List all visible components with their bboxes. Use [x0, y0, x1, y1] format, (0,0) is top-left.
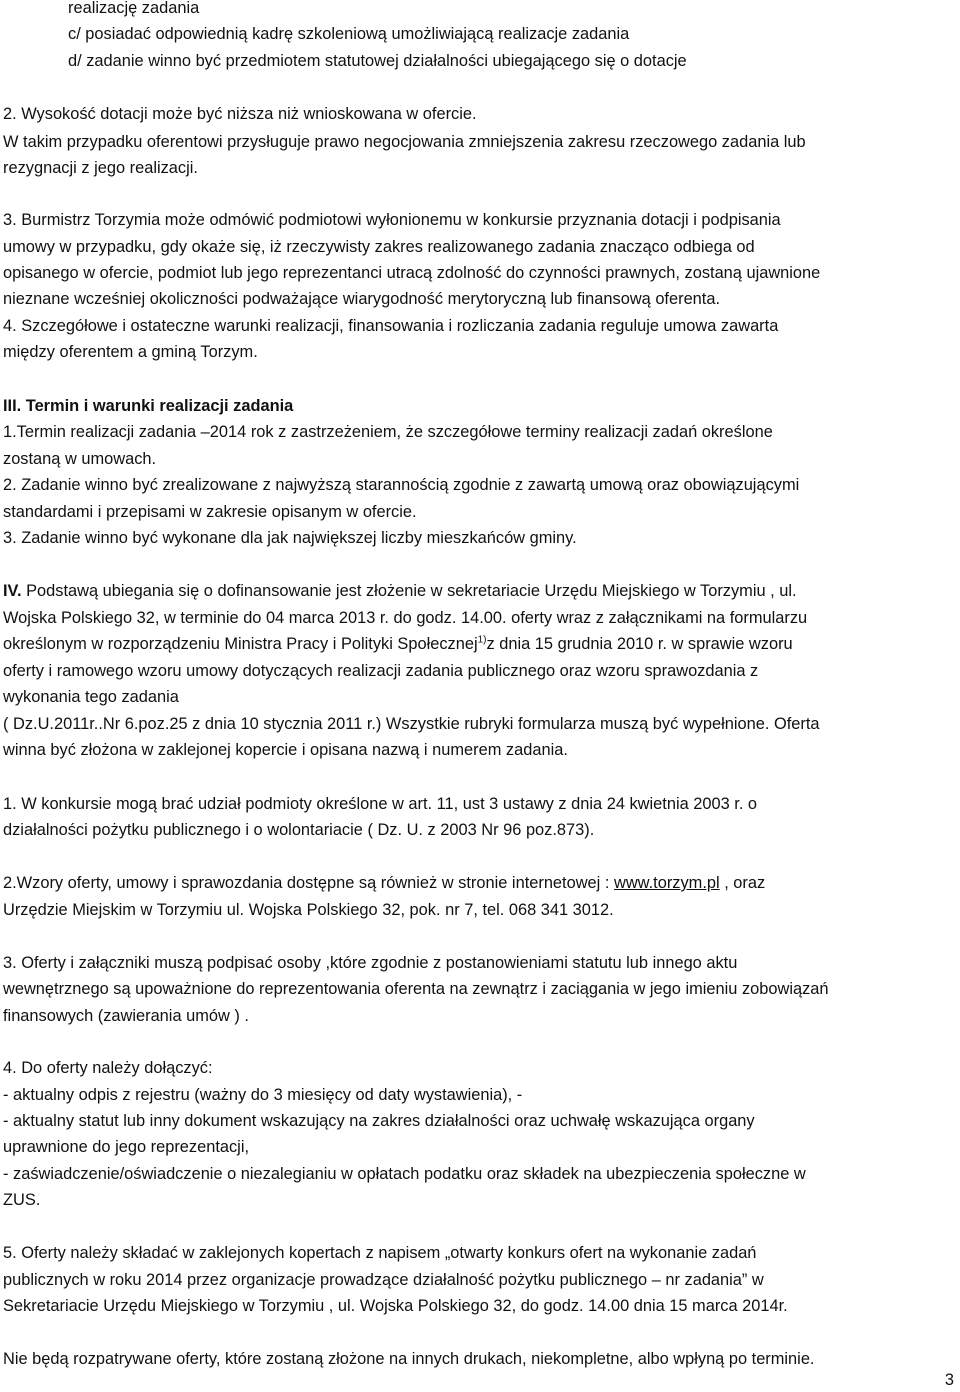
text-line: 2. Zadanie winno być zrealizowane z najwyższą starannością zgodnie z zawartą umową oraz obowiązującymi: [3, 476, 800, 494]
text-line: ( Dz.U.2011r..Nr 6.poz.25 z dnia 10 stycznia 2011 r.) Wszystkie rubryki formularza muszą być wypełnione. Oferta: [3, 715, 820, 733]
text-line: W takim przypadku oferentowi przysługuje prawo negocjowania zmniejszenia zakresu rzeczowego zadania lub: [3, 133, 806, 151]
list-item: - aktualny statut lub inny dokument wskazujący na zakres działalności oraz uchwałę wskazująca organy: [3, 1112, 755, 1130]
text-line: 2.Wzory oferty, umowy i sprawozdania dostępne są również w stronie internetowej : www.torzym.pl , oraz: [3, 874, 766, 892]
text-line: finansowych (zawierania umów ) .: [3, 1007, 249, 1025]
text-line: c/ posiadać odpowiednią kadrę szkoleniową umożliwiającą realizacje zadania: [68, 25, 630, 43]
text-line: oferty i ramowego wzoru umowy dotyczących realizacji zadania publicznego oraz wzoru sprawozdania z: [3, 662, 759, 680]
text-line: publicznych w roku 2014 przez organizacje prowadzące działalność pożytku publicznego – nr zadania” w: [3, 1271, 764, 1289]
text-line: 4. Szczegółowe i ostateczne warunki realizacji, finansowania i rozliczania zadania reguluje umowa zawarta: [3, 317, 779, 335]
text-line: ZUS.: [3, 1191, 41, 1209]
section-heading: IV.: [3, 582, 22, 600]
text-line: d/ zadanie winno być przedmiotem statutowej działalności ubiegającego się o dotacje: [68, 52, 687, 70]
text-line: Wojska Polskiego 32, w terminie do 04 marca 2013 r. do godz. 14.00. oferty wraz z załącznikami na formularzu: [3, 609, 808, 627]
text-line: 1. W konkursie mogą brać udział podmioty określone w art. 11, ust 3 ustawy z dnia 24 kwietnia 2003 r. o: [3, 795, 758, 813]
text-line: 5. Oferty należy składać w zaklejonych kopertach z napisem „otwarty konkurs ofert na wykonanie zadań: [3, 1244, 757, 1262]
text-line: nieznane wcześniej okoliczności podważające wiarygodność merytoryczną lub finansową oferenta.: [3, 290, 721, 308]
text-line: 3. Oferty i załączniki muszą podpisać osoby ,które zgodnie z postanowieniami statutu lub innego aktu: [3, 954, 738, 972]
list-item: - aktualny odpis z rejestru (ważny do 3 miesięcy od daty wystawienia), -: [3, 1086, 523, 1104]
text-line: 3. Burmistrz Torzymia może odmówić podmiotowi wyłonionemu w konkursie przyznania dotacji i podpisania: [3, 211, 781, 229]
text-line: 4. Do oferty należy dołączyć:: [3, 1059, 213, 1077]
text-line: uprawnione do jego reprezentacji,: [3, 1138, 250, 1156]
list-item: - zaświadczenie/oświadczenie o niezalegianiu w opłatach podatku oraz składek na ubezpieczenia społeczne w: [3, 1165, 806, 1183]
text-line: standardami i przepisami w zakresie opisanym w ofercie.: [3, 503, 417, 521]
website-link[interactable]: www.torzym.pl: [613, 874, 720, 892]
text-line: wykonania tego zadania: [3, 688, 179, 706]
text-line: winna być złożona w zaklejonej kopercie i opisana nazwą i numerem zadania.: [3, 741, 568, 759]
section-heading: III. Termin i warunki realizacji zadania: [3, 397, 294, 415]
text-line: Nie będą rozpatrywane oferty, które zostaną złożone na innych drukach, niekompletne, albo wpłyną po terminie.: [3, 1350, 815, 1368]
footnote-marker: 1): [477, 634, 487, 646]
text-line: realizację zadania: [68, 0, 200, 17]
text-line: działalności pożytku publicznego i o wolontariacie ( Dz. U. z 2003 Nr 96 poz.873).: [3, 821, 595, 839]
text-line: rezygnacji z jego realizacji.: [3, 159, 198, 177]
text-line: IV. Podstawą ubiegania się o dofinansowanie jest złożenie w sekretariacie Urzędu Miejskiego w Torzymiu , ul.: [3, 582, 797, 600]
text-line: wewnętrznego są upoważnione do reprezentowania oferenta na zewnątrz i zaciągania w jego imieniu zobowiązań: [3, 980, 829, 998]
text-line: Urzędzie Miejskim w Torzymiu ul. Wojska Polskiego 32, pok. nr 7, tel. 068 341 3012.: [3, 901, 614, 919]
text-line: 2. Wysokość dotacji może być niższa niż wnioskowana w ofercie.: [3, 105, 477, 123]
text-line: określonym w rozporządzeniu Ministra Pracy i Polityki Społecznej$^{1)}$z dnia 15 grudnia 2010 r. w sprawie wzoru: [3, 634, 793, 653]
text-line: 1.Termin realizacji zadania –2014 rok z zastrzeżeniem, że szczegółowe terminy realizacji zadań określone: [3, 423, 773, 441]
text-line: między oferentem a gminą Torzym.: [3, 343, 258, 361]
page-number: 3: [944, 1371, 954, 1389]
text-line: Sekretariacie Urzędu Miejskiego w Torzymiu , ul. Wojska Polskiego 32, do godz. 14.00 dnia 15 marca 2014r.: [3, 1297, 788, 1315]
text-line: umowy w przypadku, gdy okaże się, iż rzeczywisty zakres realizowanego zadania znacząco odbiega od: [3, 238, 755, 256]
text-line: 3. Zadanie winno być wykonane dla jak największej liczby mieszkańców gminy.: [3, 529, 577, 547]
text-line: zostaną w umowach.: [3, 450, 157, 468]
text-line: opisanego w ofercie, podmiot lub jego reprezentanci utracą zdolność do czynności prawnych, zostaną ujawnione: [3, 264, 821, 282]
